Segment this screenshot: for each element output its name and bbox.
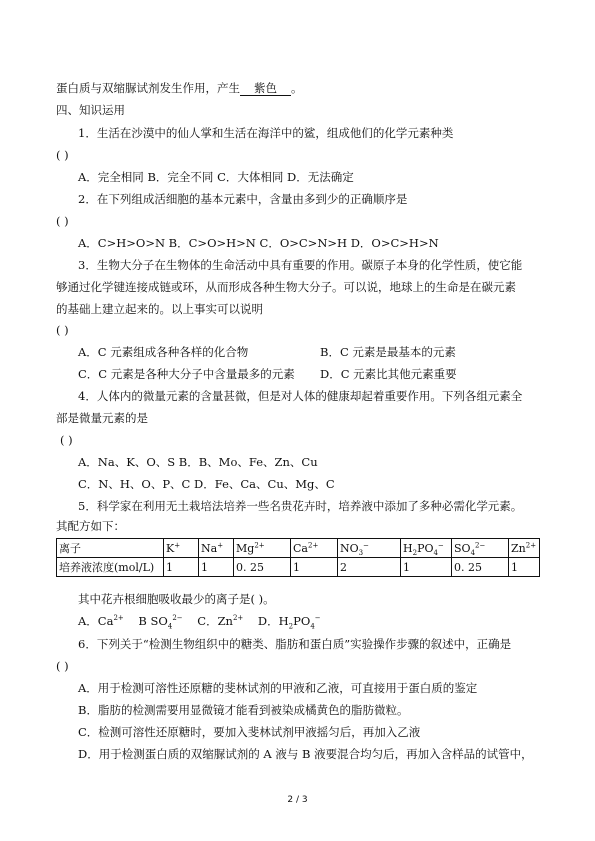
ion-concentration-table: [56, 538, 540, 577]
q1-answer-paren: ( ): [56, 148, 69, 162]
value-cell: 2: [338, 558, 401, 577]
q1-stem: 1．生活在沙漠中的仙人掌和生活在海洋中的鲨，组成他们的化学元素种类: [78, 126, 454, 140]
ion-cell: $NO_3^-$: [338, 539, 401, 558]
ion-cell: $Ca^{2+}$: [291, 539, 338, 558]
q4-options-1: A．Na、K、O、S B．B、Mo、Fe、Zn、Cu: [78, 455, 318, 469]
value-cell: 1: [401, 558, 452, 577]
q5-stem-1: 5．科学家在利用无土栽培法培养一些名贵花卉时，培养液中添加了多种必需化学元素。: [78, 499, 523, 513]
q4-stem-1: 4．人体内的微量元素的含量甚微，但是对人体的健康却起着重要作用。下列各组元素全: [78, 389, 523, 403]
q4-options-2: C．N、H、O、P、C D．Fe、Ca、Cu、Mg、C: [78, 477, 335, 491]
q3-answer-paren: ( ): [56, 323, 69, 337]
q5-question: 其中花卉根细胞吸收最少的离子是( )。: [78, 592, 275, 606]
q3-stem-1: 3．生物大分子在生物体的生命活动中具有重要的作用。碳原子本身的化学性质，使它能: [78, 258, 523, 272]
q6-option-a: A．用于检测可溶性还原糖的斐林试剂的甲液和乙液，可直接用于蛋白质的鉴定: [78, 681, 478, 695]
ion-cell: Na+: [199, 539, 234, 558]
intro-end: 。: [291, 81, 303, 95]
q6-option-d: D．用于检测蛋白质的双缩脲试剂的 A 液与 B 液要混合均匀后，再加入含样品的试管中，: [78, 747, 533, 761]
q5-options: A．$Ca^{2+}$ B $SO_4^{2-}$ C．$Zn^{2+}$ D．$H_2PO_4^-$: [78, 614, 321, 631]
ion-cell: $Zn^{2+}$: [509, 539, 540, 558]
q2-options: A．C>H>O>N B．C>O>H>N C．O>C>N>H D．O>C>H>N: [78, 236, 439, 250]
q5-stem-2: 其配方如下：: [56, 519, 125, 533]
q3-option-d: D．C 元素比其他元素重要: [320, 367, 457, 381]
section-title: 四、知识运用: [56, 103, 125, 117]
q6-option-b: B．脂肪的检测需要用显微镜才能看到被染成橘黄色的脂肪微粒。: [78, 703, 409, 717]
table-row-ions: [57, 539, 540, 558]
ion-cell: $Mg^{2+}$: [234, 539, 291, 558]
intro-line: [56, 80, 303, 96]
q3-stem-3: 的基础上建立起来的。以上事实可以说明: [56, 302, 263, 316]
q2-answer-paren: ( ): [56, 214, 69, 228]
q4-answer-paren: ( ): [60, 433, 73, 447]
value-cell: 1: [199, 558, 234, 577]
q6-answer-paren: ( ): [56, 659, 69, 673]
value-cell: 0. 25: [234, 558, 291, 577]
q4-stem-2: 部是微量元素的是: [56, 411, 148, 425]
q3-stem-2: 够通过化学键连接成链或环，从而形成各种生物大分子。可以说，地球上的生命是在碳元素: [56, 280, 516, 294]
value-cell: 1: [509, 558, 540, 577]
value-cell: 1: [164, 558, 199, 577]
q1-options: A．完全相同 B．完全不同 C．大体相同 D．无法确定: [78, 170, 354, 184]
q3-option-a: A．C 元素组成各种各样的化合物: [78, 345, 249, 359]
ion-cell: $H_2PO_4^-$: [401, 539, 452, 558]
answer-blank: 紫色: [240, 81, 291, 96]
table-header-cell: 离子: [57, 539, 164, 558]
page-number: 2 / 3: [287, 795, 308, 805]
q3-option-b: B．C 元素是最基本的元素: [320, 345, 456, 359]
q2-stem: 2．在下列组成活细胞的基本元素中，含量由多到少的正确顺序是: [78, 192, 408, 206]
value-cell: 1: [291, 558, 338, 577]
ion-cell: K+: [164, 539, 199, 558]
table-row-values: [57, 558, 540, 577]
q6-stem: 6．下列关于“检测生物组织中的糖类、脂肪和蛋白质”实验操作步骤的叙述中，正确是: [78, 637, 512, 651]
value-cell: 0. 25: [452, 558, 509, 577]
q6-option-c: C．检测可溶性还原糖时，要加入斐林试剂甲液摇匀后，再加入乙液: [78, 725, 421, 739]
intro-text: 蛋白质与双缩脲试剂发生作用，产生: [56, 81, 240, 95]
ion-cell: $SO_4^{2-}$: [452, 539, 509, 558]
q3-option-c: C．C 元素是各种大分子中含量最多的元素: [78, 367, 295, 381]
table-row-label: 培养液浓度(mol/L): [57, 558, 164, 577]
